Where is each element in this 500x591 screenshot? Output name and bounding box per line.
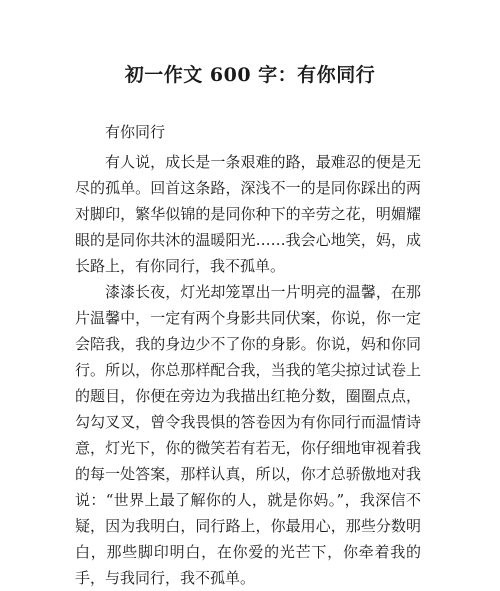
document-title: 初一作文 600 字：有你同行 [124,64,376,86]
essay-body [75,149,421,591]
paragraph: 漆漆长夜，灯光却笼罩出一片明亮的温馨，在那片温馨中，一定有两个身影共同伏案，你说，你一定会陪我，我的身边少不了你的身影。你说，妈和你同行。所以，你总那样配合我，当我的笔尖掠过试卷上的题目，你便在旁边为我描出红艳分数，圈圈点点，勾勾叉叉，曾令我畏惧的答卷因为有你同行而温情诗意，灯光下，你的微笑若有若无，你仔细地审视着我的每一处答案，那样认真，所以，你才总骄傲地对我说：“世界上最了解你的人，就是你妈。”，我深信不疑，因为我明白，同行路上，你最用心，那些分数明白，那些脚印明白，在你爱的光芒下，你牵着我的手，与我同行，我不孤单。 [75,283,421,587]
essay-subtitle: 有你同行 [105,123,166,141]
paragraph: 有人说，成长是一条艰难的路，最难忍的便是无尽的孤单。回首这条路，深浅不一的是同你踩出的两对脚印，繁华似锦的是同你种下的辛劳之花，明媚耀眼的是同你共沐的温暖阳光……我会心地笑，妈，成长路上，有你同行，我不孤单。 [75,153,421,275]
